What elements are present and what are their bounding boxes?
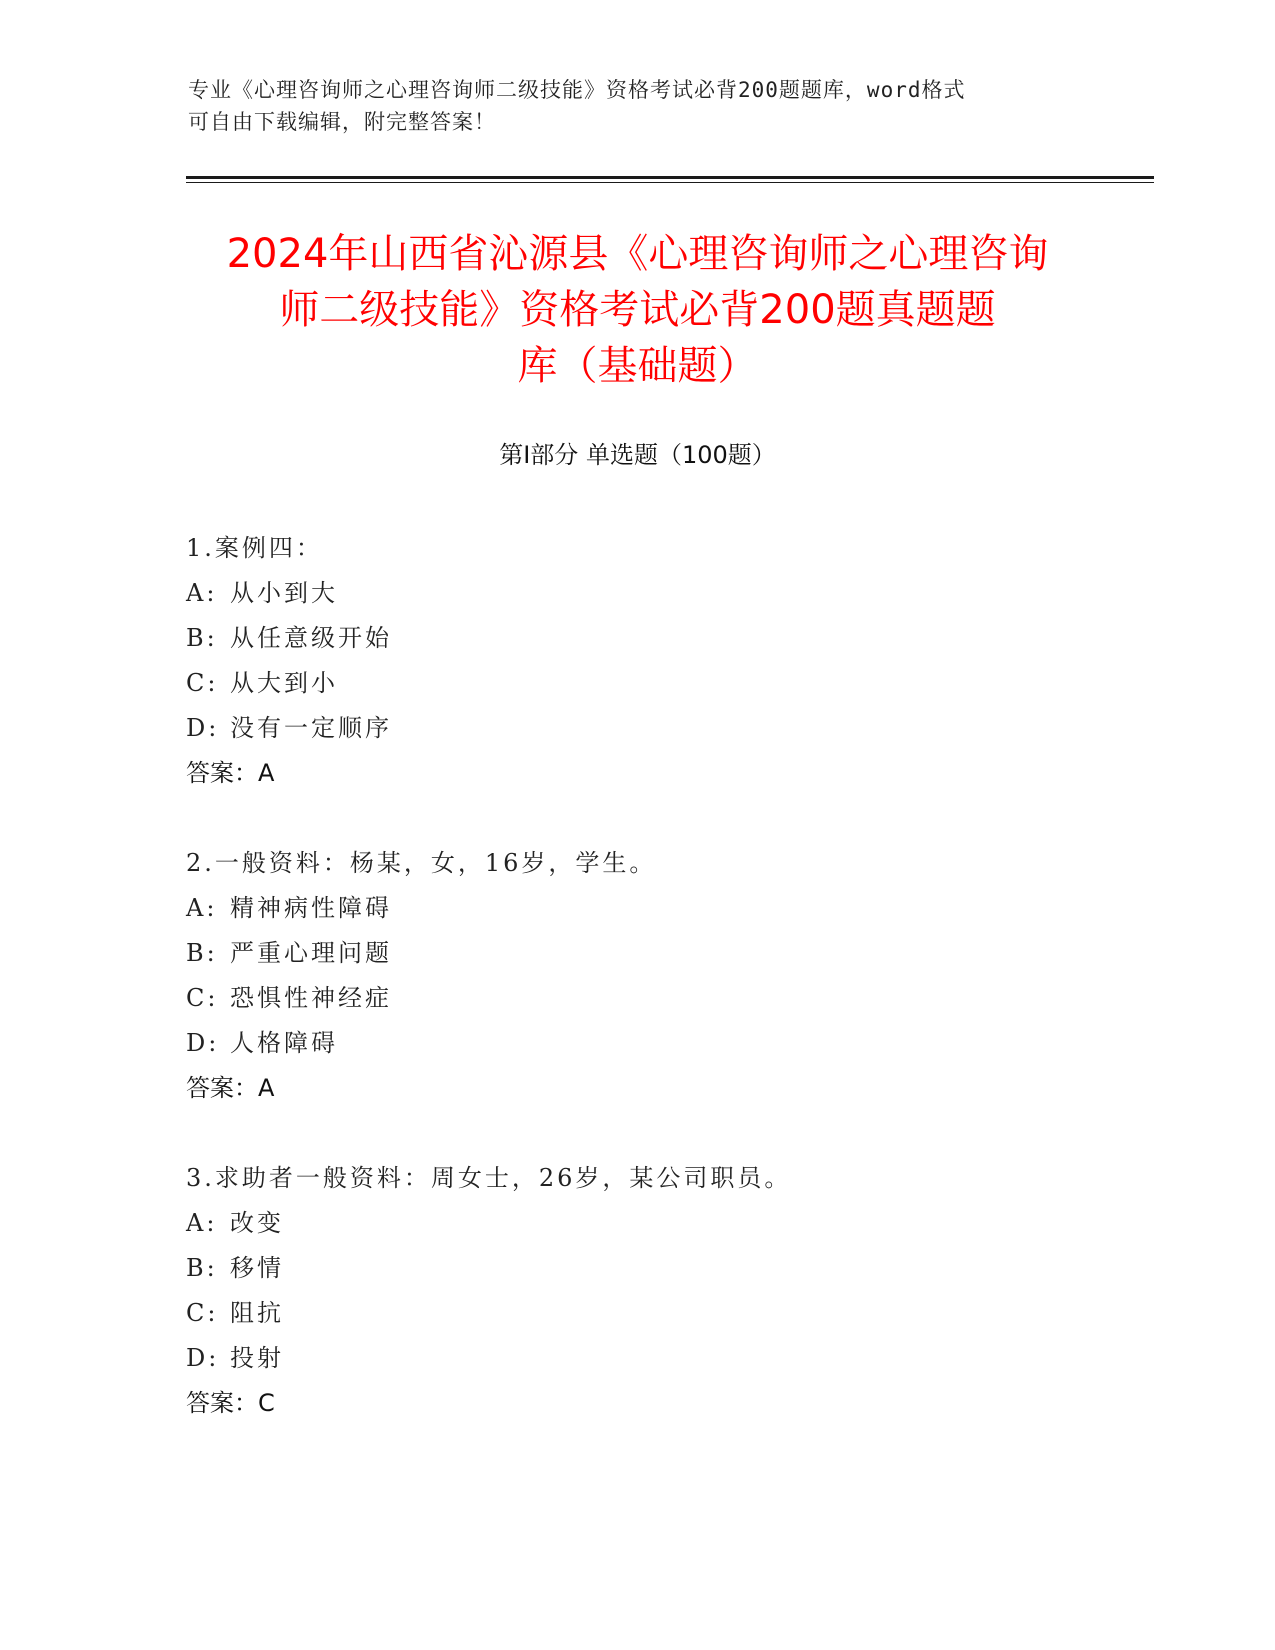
option-key: C: <box>186 669 219 697</box>
option-text: 改变 <box>230 1209 284 1237</box>
option-key: A: <box>186 894 218 922</box>
option-key: D: <box>186 1029 220 1057</box>
question-item <box>186 1156 1086 1426</box>
question-list <box>186 526 1086 1471</box>
option-text: 人格障碍 <box>230 1029 338 1057</box>
option-text: 从任意级开始 <box>230 624 392 652</box>
header-note-line-2: 可自由下载编辑，附完整答案！ <box>188 110 496 134</box>
header-divider-thin <box>186 182 1154 183</box>
option-key: D: <box>186 714 220 742</box>
option-c <box>186 661 1086 706</box>
header-note <box>188 74 1068 138</box>
header-divider-thick <box>186 176 1154 179</box>
option-text: 投射 <box>230 1344 284 1372</box>
option-text: 移情 <box>230 1254 284 1282</box>
option-key: B: <box>186 1254 218 1282</box>
option-a <box>186 571 1086 616</box>
option-key: A: <box>186 1209 218 1237</box>
option-c <box>186 976 1086 1021</box>
option-b <box>186 931 1086 976</box>
option-a <box>186 886 1086 931</box>
header-note-line-1: 专业《心理咨询师之心理咨询师二级技能》资格考试必背200题题库，word格式 <box>188 78 966 102</box>
document-title-line-1: 2024年山西省沁源县《心理咨询师之心理咨询 <box>226 231 1049 277</box>
option-b <box>186 616 1086 661</box>
option-text: 精神病性障碍 <box>230 894 392 922</box>
option-text: 阻抗 <box>230 1299 284 1327</box>
option-key: C: <box>186 984 219 1012</box>
option-key: D: <box>186 1344 220 1372</box>
question-stem: 1.案例四： <box>186 534 323 562</box>
option-text: 恐惧性神经症 <box>230 984 392 1012</box>
document-title <box>170 226 1105 394</box>
question-item <box>186 841 1086 1111</box>
option-key: B: <box>186 624 218 652</box>
option-a <box>186 1201 1086 1246</box>
document-title-line-2: 师二级技能》资格考试必背200题真题题 <box>279 287 996 333</box>
option-c <box>186 1291 1086 1336</box>
answer-line: 答案：A <box>186 759 275 787</box>
question-stem: 3.求助者一般资料：周女士，26岁，某公司职员。 <box>186 1164 792 1192</box>
option-d <box>186 1336 1086 1381</box>
option-key: C: <box>186 1299 219 1327</box>
option-b <box>186 1246 1086 1291</box>
option-d <box>186 706 1086 751</box>
option-key: A: <box>186 579 218 607</box>
question-stem: 2.一般资料：杨某，女，16岁，学生。 <box>186 849 657 877</box>
option-key: B: <box>186 939 218 967</box>
option-d <box>186 1021 1086 1066</box>
answer-line: 答案：C <box>186 1389 275 1417</box>
answer-line: 答案：A <box>186 1074 275 1102</box>
question-item <box>186 526 1086 796</box>
option-text: 从大到小 <box>230 669 338 697</box>
section-title: 第Ⅰ部分 单选题（100题） <box>499 441 776 469</box>
option-text: 严重心理问题 <box>230 939 392 967</box>
option-text: 从小到大 <box>230 579 338 607</box>
document-title-line-3: 库（基础题） <box>517 343 758 389</box>
option-text: 没有一定顺序 <box>230 714 392 742</box>
